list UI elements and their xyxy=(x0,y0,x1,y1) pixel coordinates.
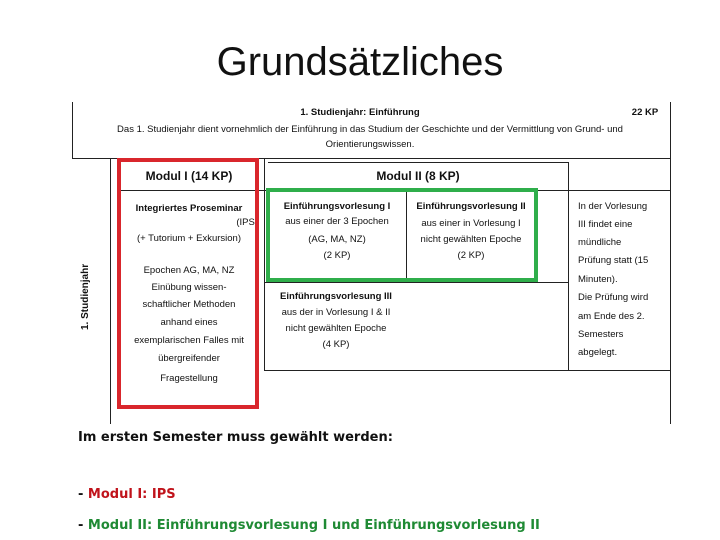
ips-desc-line: exemplarischen Falles mit xyxy=(134,335,244,346)
exam-line: Die Prüfung wird xyxy=(578,292,649,303)
ips-desc-line: Einübung wissen- xyxy=(151,282,227,293)
row-label: 1. Studienjahr xyxy=(80,263,91,330)
ips-line: (+ Tutorium + Exkursion) xyxy=(136,233,241,244)
note-item-2 xyxy=(78,518,540,533)
ev3-line: nicht gewählten Epoche xyxy=(285,323,387,334)
exam-line: am Ende des 2. xyxy=(578,311,645,322)
exam-line: Semesters xyxy=(578,329,624,340)
ev3-line: (4 KP) xyxy=(322,339,350,350)
note-item-2-text: Modul II: Einführungsvorlesung I und Einführungsvorlesung II xyxy=(87,518,540,533)
ips-line: (IPS) xyxy=(236,217,258,228)
row-label-divider xyxy=(110,158,111,424)
exam-line: Prüfung statt (15 xyxy=(578,255,649,266)
exam-divider xyxy=(568,162,569,370)
modul1-head: Modul I (14 KP) xyxy=(145,169,233,183)
ips-desc-line: Fragestellung xyxy=(160,373,218,384)
modul1-highlight-box xyxy=(117,158,259,409)
header-kp: 22 KP xyxy=(631,107,659,118)
modul2-top-line xyxy=(268,162,568,163)
ev1-line: (2 KP) xyxy=(323,250,351,261)
exam-line: Minuten). xyxy=(578,274,618,285)
ev2-line: aus einer in Vorlesung I xyxy=(421,218,521,229)
notes-heading: Im ersten Semester muss gewählt werden: xyxy=(78,430,393,445)
ev1-line: Einführungsvorlesung I xyxy=(283,201,391,212)
note-item-1-text: Modul I: IPS xyxy=(87,487,176,502)
ev1-line: (AG, MA, NZ) xyxy=(308,234,366,245)
note-item-1-prefix: - xyxy=(78,487,88,502)
exam-line: III findet eine xyxy=(578,219,633,230)
ips-line: Integriertes Proseminar xyxy=(135,203,243,214)
ev3-line: aus der in Vorlesung I & II xyxy=(281,307,391,318)
ev1-ev2-highlight-box xyxy=(266,188,538,282)
modul-divider xyxy=(264,158,265,370)
table-border-left xyxy=(72,102,73,158)
ips-desc-line: schaftlicher Methoden xyxy=(142,299,236,310)
ev1-line: aus einer der 3 Epochen xyxy=(285,216,389,227)
ev2-line: nicht gewählten Epoche xyxy=(420,234,522,245)
header-title: 1. Studienjahr: Einführung xyxy=(300,107,420,118)
ips-desc-line: anhand eines xyxy=(160,317,218,328)
exam-line: In der Vorlesung xyxy=(578,201,648,212)
ev2-line: Einführungsvorlesung II xyxy=(416,201,526,212)
note-item-2-prefix: - xyxy=(78,518,88,533)
exam-line: abgelegt. xyxy=(578,347,618,358)
modul2-head: Modul II (8 KP) xyxy=(376,169,460,183)
page-title: Grundsätzliches xyxy=(216,40,504,84)
table-border-right xyxy=(670,102,671,424)
ips-desc-line: Epochen AG, MA, NZ xyxy=(143,265,235,276)
ev-row-line xyxy=(264,282,568,283)
ev2-line: (2 KP) xyxy=(457,250,485,261)
exam-line: mündliche xyxy=(578,237,622,248)
modul-bottom-line xyxy=(264,370,670,371)
ev3-line: Einführungsvorlesung III xyxy=(280,291,392,302)
ips-desc-line: übergreifender xyxy=(158,353,220,364)
note-item-1 xyxy=(78,487,176,502)
header-text-2: Orientierungswissen. xyxy=(325,139,415,150)
header-text-1: Das 1. Studienjahr dient vornehmlich der Einführung in das Studium der Geschichte und der Vermittlung von Grund- und xyxy=(117,124,623,135)
